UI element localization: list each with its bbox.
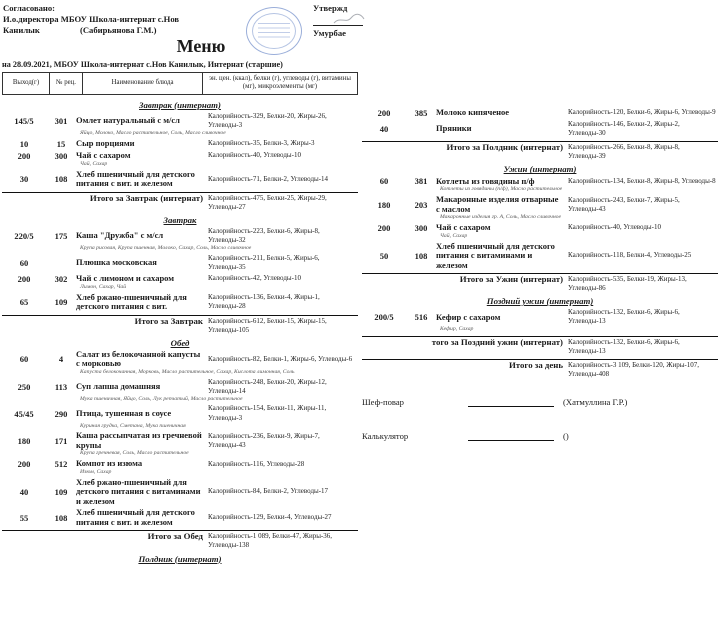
item-ingredients: Капуста белокочанная, Морковь, Масло растительное, Сахар, Кислота лимонная, Соль (80, 368, 295, 375)
agreed-line1: И.о.директора МБОУ Школа-интернат с.Нов (3, 14, 180, 24)
item-output-weight: 180 (17, 435, 31, 446)
item-output-weight: 30 (19, 174, 29, 185)
item-recipe-number: 108 (414, 250, 428, 261)
item-nutrition: Калорийность-116, Углеводы-28 (208, 459, 305, 468)
item-dish-name: Хлеб ржано-пшеничный для детского питания с витаминами и железом (76, 476, 201, 506)
item-nutrition: Калорийность-42, Углеводы-10 (208, 274, 301, 283)
total-row (362, 359, 718, 379)
item-output-weight: 250 (17, 381, 31, 392)
item-output-weight: 145/5 (14, 116, 34, 127)
item-recipe-number: 516 (414, 312, 428, 323)
total-row (2, 192, 358, 212)
item-recipe-number: 171 (54, 435, 68, 446)
item-dish-name: Хлеб пшеничный для детского питания с вит. и железом (76, 168, 195, 189)
signature-line (468, 431, 554, 441)
item-dish-name: Молоко кипяченое (436, 107, 510, 118)
item-output-weight: 180 (377, 199, 391, 210)
menu-item-row (2, 478, 358, 507)
total-label: Итого за Полдник (интернат) (446, 142, 563, 153)
menu-left-column (2, 97, 358, 566)
item-nutrition: Калорийность-211, Белки-5, Жиры-6, Углеводы-35 (208, 253, 320, 271)
item-ingredients: Кефир, Сахар (440, 326, 474, 333)
total-nutrition: Калорийность-1 089, Белки-47, Жиры-36, Углеводы-138 (208, 532, 332, 550)
menu-item-row (2, 404, 358, 422)
item-recipe-number: 302 (54, 273, 68, 284)
item-output-weight: 10 (19, 138, 29, 149)
total-label: Итого за Обед (147, 531, 203, 542)
signature-role-label: Калькулятор (362, 430, 409, 441)
menu-item-row (362, 242, 718, 271)
column-header-recipe: № рец. (50, 73, 83, 94)
item-recipe-number: 300 (54, 150, 68, 161)
signature-row (362, 431, 718, 441)
item-recipe-number: 385 (414, 108, 428, 118)
item-nutrition: Калорийность-243, Белки-7, Жиры-5, Углеводы-43 (568, 195, 680, 213)
agreed-line2 (3, 25, 179, 36)
total-nutrition: Калорийность-475, Белки-25, Жиры-29, Углеводы-27 (208, 193, 327, 211)
column-header-output: Выход(г) (3, 73, 50, 94)
item-output-weight: 40 (19, 487, 29, 498)
item-ingredients: Куриная грудка, Сметана, Мука пшеничная (80, 422, 186, 429)
item-ingredients: Яйцо, Молоко, Масло растительное, Соль, Масло сливочное (80, 130, 226, 137)
item-recipe-number: 175 (54, 230, 68, 241)
menu-item-row (362, 195, 718, 214)
item-nutrition: Калорийность-71, Белки-2, Углеводы-14 (208, 174, 329, 183)
item-output-weight: 65 (19, 297, 29, 308)
menu-item-row (2, 378, 358, 396)
item-output-weight: 200 (17, 273, 31, 284)
item-ingredients: Чай, Сахар (80, 160, 108, 167)
item-dish-name: Сыр порциями (76, 138, 135, 149)
item-nutrition: Калорийность-40, Углеводы-10 (568, 223, 661, 232)
total-row (362, 273, 718, 293)
total-nutrition: Калорийность-132, Белки-6, Жиры-6, Углеводы-13 (568, 338, 680, 356)
item-nutrition: Калорийность-146, Белки-2, Жиры-2, Углеводы-30 (568, 120, 680, 138)
agreed-block (3, 3, 179, 36)
menu-item-row (2, 431, 358, 450)
item-ingredients: Крупа гречневая, Соль, Масло растительное (80, 450, 189, 457)
item-ingredients: Мука пшеничная, Яйцо, Соль, Лук репчатый, Масло растительное (80, 395, 243, 402)
signature-person-name: () (563, 430, 569, 441)
signature-line (468, 397, 554, 407)
column-header-dish-name: Наименование блюда (83, 73, 203, 94)
item-recipe-number: 4 (58, 354, 64, 365)
total-label: Итого за Завтрак (134, 315, 203, 326)
item-recipe-number: 301 (54, 116, 68, 127)
item-recipe-number: 203 (414, 199, 428, 210)
item-dish-name: Пряники (436, 123, 472, 134)
menu-item-row (362, 120, 718, 138)
item-output-weight: 60 (19, 354, 29, 365)
item-output-weight: 220/5 (14, 230, 34, 241)
signature-person-name: (Хатмуллина Г.Р.) (563, 396, 628, 407)
total-nutrition: Калорийность-535, Белки-19, Жиры-13, Углеводы-86 (568, 275, 687, 293)
item-nutrition: Калорийность-84, Белки-2, Углеводы-17 (208, 487, 329, 496)
item-recipe-number: 381 (414, 176, 428, 187)
item-nutrition: Калорийность-40, Углеводы-10 (208, 151, 301, 160)
menu-item-row (2, 151, 358, 161)
item-dish-name: Салат из белокочанной капусты с морковью (76, 348, 201, 369)
item-dish-name: Хлеб пшеничный для детского питания с вит. и железом (76, 507, 195, 527)
menu-item-row (2, 227, 358, 245)
item-nutrition: Калорийность-82, Белки-1, Жиры-6, Углеводы-6 (208, 354, 353, 363)
item-recipe-number: 108 (54, 512, 68, 523)
menu-item-row (2, 112, 358, 130)
item-ingredients: Чай, Сахар (440, 232, 468, 239)
item-ingredients: Изюм, Сахар (80, 469, 112, 476)
total-nutrition: Калорийность-3 109, Белки-120, Жиры-107, Углеводы-408 (568, 361, 699, 379)
menu-item-row (362, 223, 718, 233)
item-output-weight: 200/5 (374, 312, 394, 323)
menu-item-row (2, 293, 358, 312)
total-nutrition: Калорийность-612, Белки-15, Жиры-15, Углеводы-105 (208, 316, 327, 334)
item-output-weight: 200 (17, 150, 31, 161)
approved-block (313, 3, 363, 39)
total-label: того за Поздний ужин (интернат) (431, 337, 563, 348)
item-output-weight: 45/45 (14, 408, 34, 419)
signature-role-label: Шеф-повар (362, 396, 404, 407)
section-title: Поздний ужин (интернат) (486, 296, 594, 307)
item-output-weight: 50 (379, 250, 389, 261)
item-dish-name: Хлеб ржано-пшеничный для детского питания с вит. (76, 291, 187, 312)
item-dish-name: Плюшка московская (76, 257, 157, 268)
item-dish-name: Птица, тушенная в соусе (76, 407, 172, 418)
menu-item-row (2, 459, 358, 469)
item-nutrition: Калорийность-329, Белки-20, Жиры-26, Углеводы-3 (208, 112, 327, 130)
item-dish-name: Компот из изюма (76, 458, 143, 469)
item-output-weight: 200 (377, 108, 391, 118)
item-nutrition: Калорийность-120, Белки-6, Жиры-6, Углеводы-9 (568, 108, 716, 117)
item-output-weight: 60 (19, 257, 29, 268)
item-nutrition: Калорийность-154, Белки-11, Жиры-11, Углеводы-3 (208, 404, 327, 422)
menu-item-row (362, 308, 718, 326)
agreed-signer-name: (Сабирьянова Г.М.) (79, 25, 157, 35)
item-nutrition: Калорийность-136, Белки-4, Жиры-1, Углеводы-28 (208, 293, 320, 311)
section-title: Полдник (интернат) (138, 553, 222, 564)
menu-date-line: на 28.09.2021, МБОУ Школа-интернат с.Нов Канилык, Интернат (старшие) (2, 60, 283, 69)
item-nutrition: Калорийность-35, Белки-3, Жиры-3 (208, 139, 315, 148)
item-output-weight: 200 (17, 459, 31, 470)
section-title: Ужин (интернат) (503, 164, 577, 175)
total-label: Итого за Ужин (интернат) (459, 274, 563, 285)
section-title: Обед (170, 337, 190, 348)
item-dish-name: Омлет натуральный с м/сл (76, 115, 180, 126)
item-output-weight: 40 (379, 124, 389, 135)
item-output-weight: 200 (377, 222, 391, 233)
section-title: Завтрак (интернат) (139, 100, 221, 110)
item-recipe-number: 512 (54, 459, 68, 470)
item-dish-name: Каша "Дружба" с м/сл (76, 230, 164, 241)
item-ingredients: Котлеты из говядины (п/ф), Масло растительное (440, 186, 563, 193)
item-recipe-number: 109 (54, 487, 68, 498)
item-dish-name: Котлеты из говядины п/ф (436, 175, 535, 186)
item-ingredients: Крупа рисовая, Крупа пшенная, Молоко, Сахар, Соль, Масло сливочное (80, 245, 252, 251)
item-output-weight: 55 (19, 512, 29, 523)
item-nutrition: Калорийность-236, Белки-9, Жиры-7, Углеводы-43 (208, 431, 320, 449)
item-nutrition: Калорийность-129, Белки-4, Углеводы-27 (208, 513, 332, 522)
approved-signature-line (313, 14, 363, 26)
page-title: Меню (176, 36, 226, 56)
item-dish-name: Каша рассыпчатая из гречневой крупы (76, 430, 202, 450)
total-row (362, 141, 718, 161)
item-dish-name: Чай с сахаром (436, 222, 491, 233)
item-recipe-number: 109 (54, 297, 68, 308)
total-row (362, 336, 718, 356)
table-header (2, 72, 358, 95)
signature-row (362, 397, 718, 407)
item-dish-name: Макаронные изделия отварные с маслом (436, 194, 559, 214)
item-dish-name: Кефир с сахаром (436, 311, 501, 322)
menu-item-row (362, 108, 718, 118)
approved-signer-name: Умурбае (313, 28, 346, 38)
menu-item-row (2, 139, 358, 149)
total-row (2, 530, 358, 550)
item-recipe-number: 290 (54, 408, 68, 419)
menu-item-row (2, 170, 358, 189)
menu-item-row (2, 508, 358, 527)
item-dish-name: Чай с лимоном и сахаром (76, 273, 175, 284)
item-nutrition: Калорийность-248, Белки-20, Жиры-12, Углеводы-14 (208, 377, 327, 395)
approved-label: Утвержд (313, 3, 348, 13)
item-ingredients: Макаронные изделия гр. А, Соль, Масло сливочное (440, 214, 562, 221)
item-nutrition: Калорийность-134, Белки-8, Жиры-8, Углеводы-8 (568, 176, 716, 185)
item-dish-name: Хлеб пшеничный для детского питания с витаминами и железом (436, 240, 555, 270)
total-row (2, 315, 358, 335)
column-header-nutrition: эн. цен. (ккал), белки (г), углеводы (г), витамины (мг), микроэлементы (мг) (209, 75, 351, 91)
section-title: Завтрак (163, 214, 197, 225)
item-nutrition: Калорийность-118, Белки-4, Углеводы-25 (568, 251, 692, 260)
item-ingredients: Лимон, Сахар, Чай (80, 283, 127, 290)
agreed-label: Согласовано: (3, 3, 56, 13)
total-label: Итого за день (508, 360, 563, 371)
total-nutrition: Калорийность-266, Белки-8, Жиры-8, Углеводы-39 (568, 143, 680, 161)
total-label: Итого за Завтрак (интернат) (89, 192, 203, 203)
menu-item-row (2, 254, 358, 272)
menu-item-row (362, 176, 718, 186)
item-recipe-number: 108 (54, 174, 68, 185)
item-recipe-number: 300 (414, 222, 428, 233)
item-nutrition: Калорийность-223, Белки-6, Жиры-8, Углеводы-32 (208, 226, 320, 244)
item-output-weight: 60 (379, 176, 389, 187)
agreed-place: Канилык (3, 25, 40, 35)
menu-item-row (2, 350, 358, 369)
item-recipe-number: 15 (56, 138, 66, 149)
menu-item-row (2, 274, 358, 284)
item-dish-name: Суп лапша домашняя (76, 380, 161, 391)
item-nutrition: Калорийность-132, Белки-6, Жиры-6, Углеводы-13 (568, 308, 680, 326)
menu-right-column (362, 106, 718, 441)
item-dish-name: Чай с сахаром (76, 150, 131, 161)
item-recipe-number: 113 (54, 381, 68, 392)
